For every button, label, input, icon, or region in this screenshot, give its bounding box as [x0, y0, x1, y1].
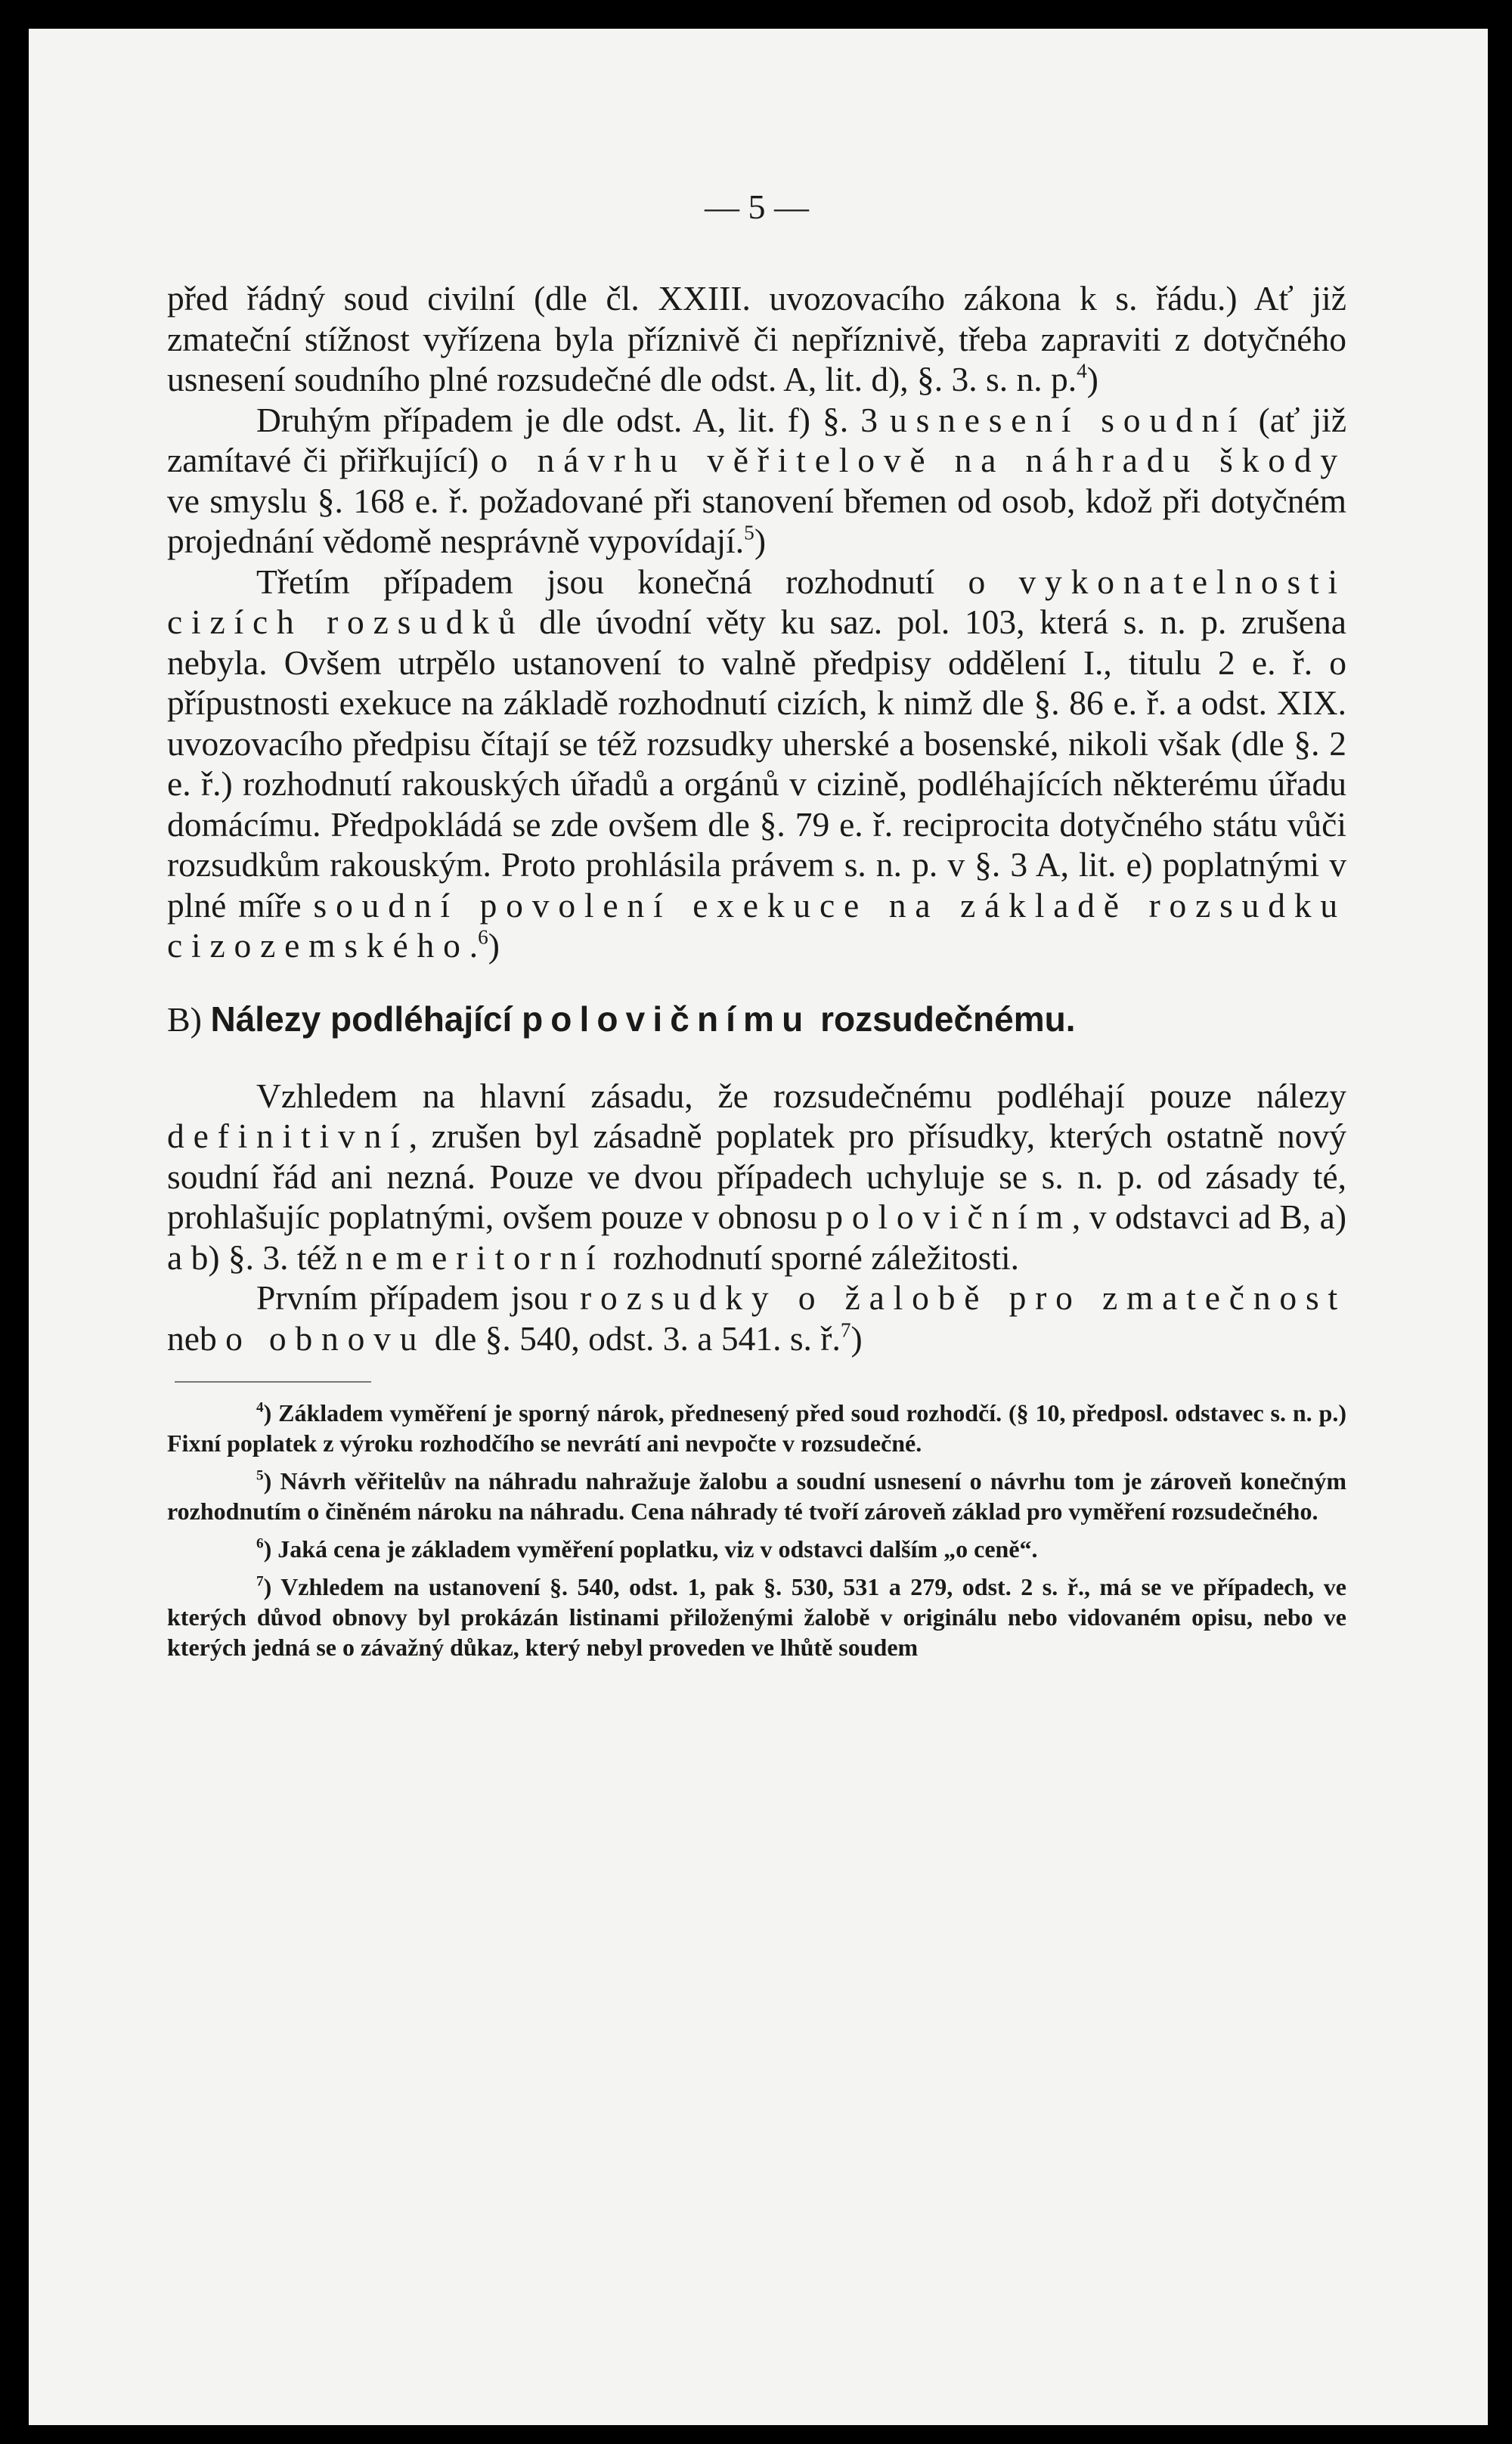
paragraph — [167, 400, 1346, 562]
text-run: ) — [1086, 360, 1098, 398]
text-run: neb — [167, 1318, 226, 1358]
emphasized-text: o obnovu — [225, 1318, 426, 1358]
emphasized-text: polovičnímu — [522, 999, 811, 1039]
footnote-text: ) Jaká cena je základem vyměření poplatku, viz v odstavci dalším „o ceně“. — [263, 1535, 1038, 1563]
emphasized-text: polovičním — [826, 1197, 1072, 1236]
text-run: Druhým případem je dle odst. A, lit. f) §. 3 — [256, 400, 891, 439]
text-run: Prvním případem jsou — [256, 1278, 581, 1317]
text-run: ) — [754, 522, 766, 560]
emphasized-text: Nálezy podléhající — [210, 999, 522, 1039]
text-run: B) — [167, 999, 211, 1039]
body-text — [167, 278, 1346, 1670]
footnote-text: ) Vzhledem na ustanovení §. 540, odst. 1, pak §. 530, 531 a 279, odst. 2 s. ř., má se ve případech, ve kterých důvod obnovy byl prokázán listinami přiloženými žalobě v originálu nebo vidovaném opisu, nebo ve kterých jedná se o závažný důkaz, který nebyl proveden ve lhůtě soudem — [167, 1573, 1346, 1661]
paragraph — [167, 562, 1346, 966]
emphasized-text: vykonatelnosti cizích rozsudků — [167, 562, 1346, 641]
scanned-page — [29, 29, 1488, 2425]
emphasized-text: rozsudečnému. — [810, 999, 1076, 1039]
footnote-marker: 7 — [840, 1318, 851, 1341]
text-run: . — [469, 926, 479, 965]
footnote-number: 6 — [256, 1535, 264, 1552]
text-run: ) — [850, 1318, 863, 1358]
emphasized-text: rozsudky o žalobě pro zmatečnost — [580, 1278, 1346, 1317]
page-number: — 5 — — [705, 187, 809, 226]
emphasized-text: usnesení soudní — [890, 400, 1247, 439]
paragraph — [167, 1278, 1346, 1358]
paragraph — [167, 278, 1346, 400]
footnote — [167, 1466, 1346, 1526]
footnote-marker: 4 — [1077, 359, 1087, 383]
text-run: dle úvodní věty ku saz. pol. 103, která s. n. p. zrušena nebyla. Ovšem utrpělo ustanovení to valně předpisy oddělení I., titulu 2 e. ř. o přípustnosti exekuce na základě rozhodnutí cizích, k nimž dle §. 86 e. ř. a odst. XIX. uvozovacího předpisu čítají se též rozsudky uherské a bosenské, nikoli však (dle §. 2 e. ř.) rozhodnutí rakouských úřadů a orgánů v cizině, podléhajících některému úřadu domácímu. Předpokládá se zde ovšem dle §. 79 e. ř. reciprocita dotyčného státu vůči rozsudkům rakouským. Proto prohlásila právem s. n. p. v §. 3 A, lit. e) poplatnými v plné míře — [167, 602, 1346, 925]
footnote — [167, 1534, 1346, 1564]
footnote-marker: 5 — [744, 521, 754, 544]
footnote-text: ) Návrh věřitelův na náhradu nahražuje žalobu a soudní usnesení o návrhu tom je zároveň konečným rozhodnutím o činěném nároku na náhradu. Cena náhrady té tvoří zároveň základ pro vyměření rozsudečného. — [167, 1467, 1346, 1525]
text-run: ve smyslu §. 168 e. ř. požadované při stanovení břemen od osob, kdož při dotyčném projednání vědomě nesprávně vypovídají. — [167, 481, 1346, 560]
footnote-number: 4 — [256, 1399, 264, 1416]
footnote-marker: 6 — [478, 925, 488, 949]
section-heading — [167, 996, 1346, 1042]
emphasized-text: soudní povolení exekuce na základě rozsudku cizozemského — [167, 885, 1347, 965]
footnote-text: ) Základem vyměření je sporný nárok, přednesený před soud rozhodčí. (§ 10, předposl. odstavec s. n. p.) Fixní poplatek z výroku rozhodčího se nevrátí ani nevpočte v rozsudečné. — [167, 1399, 1346, 1457]
text-run: (ať již zamítavé či přiřkující) — [167, 400, 1347, 479]
emphasized-text: nemeritorní — [345, 1237, 605, 1277]
footnote — [167, 1398, 1346, 1458]
footnote — [167, 1572, 1346, 1662]
text-run: Vzhledem na hlavní zásadu, že rozsudečnému podléhají pouze nálezy — [256, 1076, 1346, 1115]
text-run: před řádný soud civilní (dle čl. XXIII. uvozovacího zákona k s. řádu.) Ať již zmateční stížnost vyřízena byla příznivě či nepříznivě, třeba zapraviti z dotyčného usnesení soudního plné rozsudečné dle odst. A, lit. d), §. 3. s. n. p. — [167, 279, 1346, 398]
emphasized-text: o návrhu věřitelově na náhradu škody — [490, 441, 1346, 479]
paragraph — [167, 1076, 1346, 1278]
footnotes — [167, 1398, 1346, 1662]
text-run: , zrušen byl zásadně poplatek pro přísudky, kterých ostatně nový soudní řád ani nezná. Pouze ve dvou případech uchyluje se s. n. p. od zásady té, prohlašujíc poplatnými, ovšem pouze v obnosu — [167, 1117, 1346, 1236]
text-run: ) — [488, 926, 500, 965]
text-run: rozhodnutí sporné záležitosti. — [604, 1237, 1020, 1277]
footnote-rule — [175, 1381, 371, 1383]
text-run: , v odstavci ad B, a) a b) §. 3. též — [167, 1197, 1346, 1277]
paragraphs — [167, 278, 1346, 1358]
footnote-number: 5 — [256, 1467, 264, 1484]
footnote-number: 7 — [256, 1573, 264, 1590]
text-run: Třetím případem jsou konečná rozhodnutí o — [256, 562, 1019, 601]
text-run: dle §. 540, odst. 3. a 541. s. ř. — [426, 1318, 841, 1358]
emphasized-text: definitivní — [167, 1117, 409, 1155]
